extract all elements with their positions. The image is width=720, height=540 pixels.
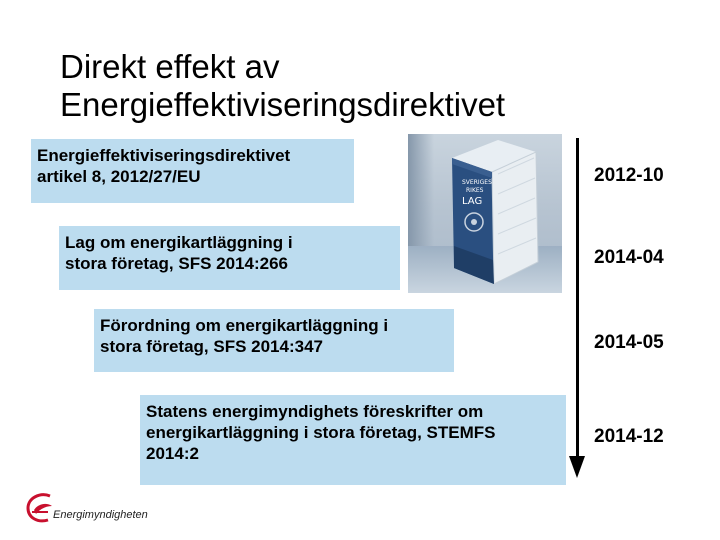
title-line-1: Direkt effekt av xyxy=(60,48,280,85)
step-box-law xyxy=(59,226,400,290)
step-line: stora företag, SFS 2014:347 xyxy=(100,337,323,356)
step-line: Förordning om energikartläggning i xyxy=(100,316,389,335)
logo-text: Energimyndigheten xyxy=(53,509,148,521)
step-box-regulations xyxy=(140,395,566,485)
date-label: 2012-10 xyxy=(594,165,664,186)
step-box-directive xyxy=(31,139,354,203)
timeline-line xyxy=(576,138,579,458)
date-label: 2014-05 xyxy=(594,332,664,353)
step-line: Lag om energikartläggning i xyxy=(65,233,293,252)
title-line-2: Energieffektiviseringsdirektivet xyxy=(60,86,506,123)
book-cover-text: LAG xyxy=(462,196,483,207)
step-line: 2014:2 xyxy=(146,444,199,463)
slide-title xyxy=(60,48,680,124)
timeline-arrow-head xyxy=(569,456,585,478)
step-line: stora företag, SFS 2014:266 xyxy=(65,254,288,273)
date-label: 2014-04 xyxy=(594,247,664,268)
step-line: artikel 8, 2012/27/EU xyxy=(37,167,201,186)
book-cover-text: RIKES xyxy=(466,187,484,194)
step-box-ordinance xyxy=(94,309,454,372)
book-cover-text: SVERIGES xyxy=(462,179,492,186)
step-line: Statens energimyndighets föreskrifter om xyxy=(146,402,484,421)
law-book-icon xyxy=(408,134,562,293)
step-line: Energieffektiviseringsdirektivet xyxy=(37,146,291,165)
date-label: 2014-12 xyxy=(594,426,664,447)
step-line: energikartläggning i stora företag, STEMFS xyxy=(146,423,496,442)
law-book-photo xyxy=(408,134,562,293)
